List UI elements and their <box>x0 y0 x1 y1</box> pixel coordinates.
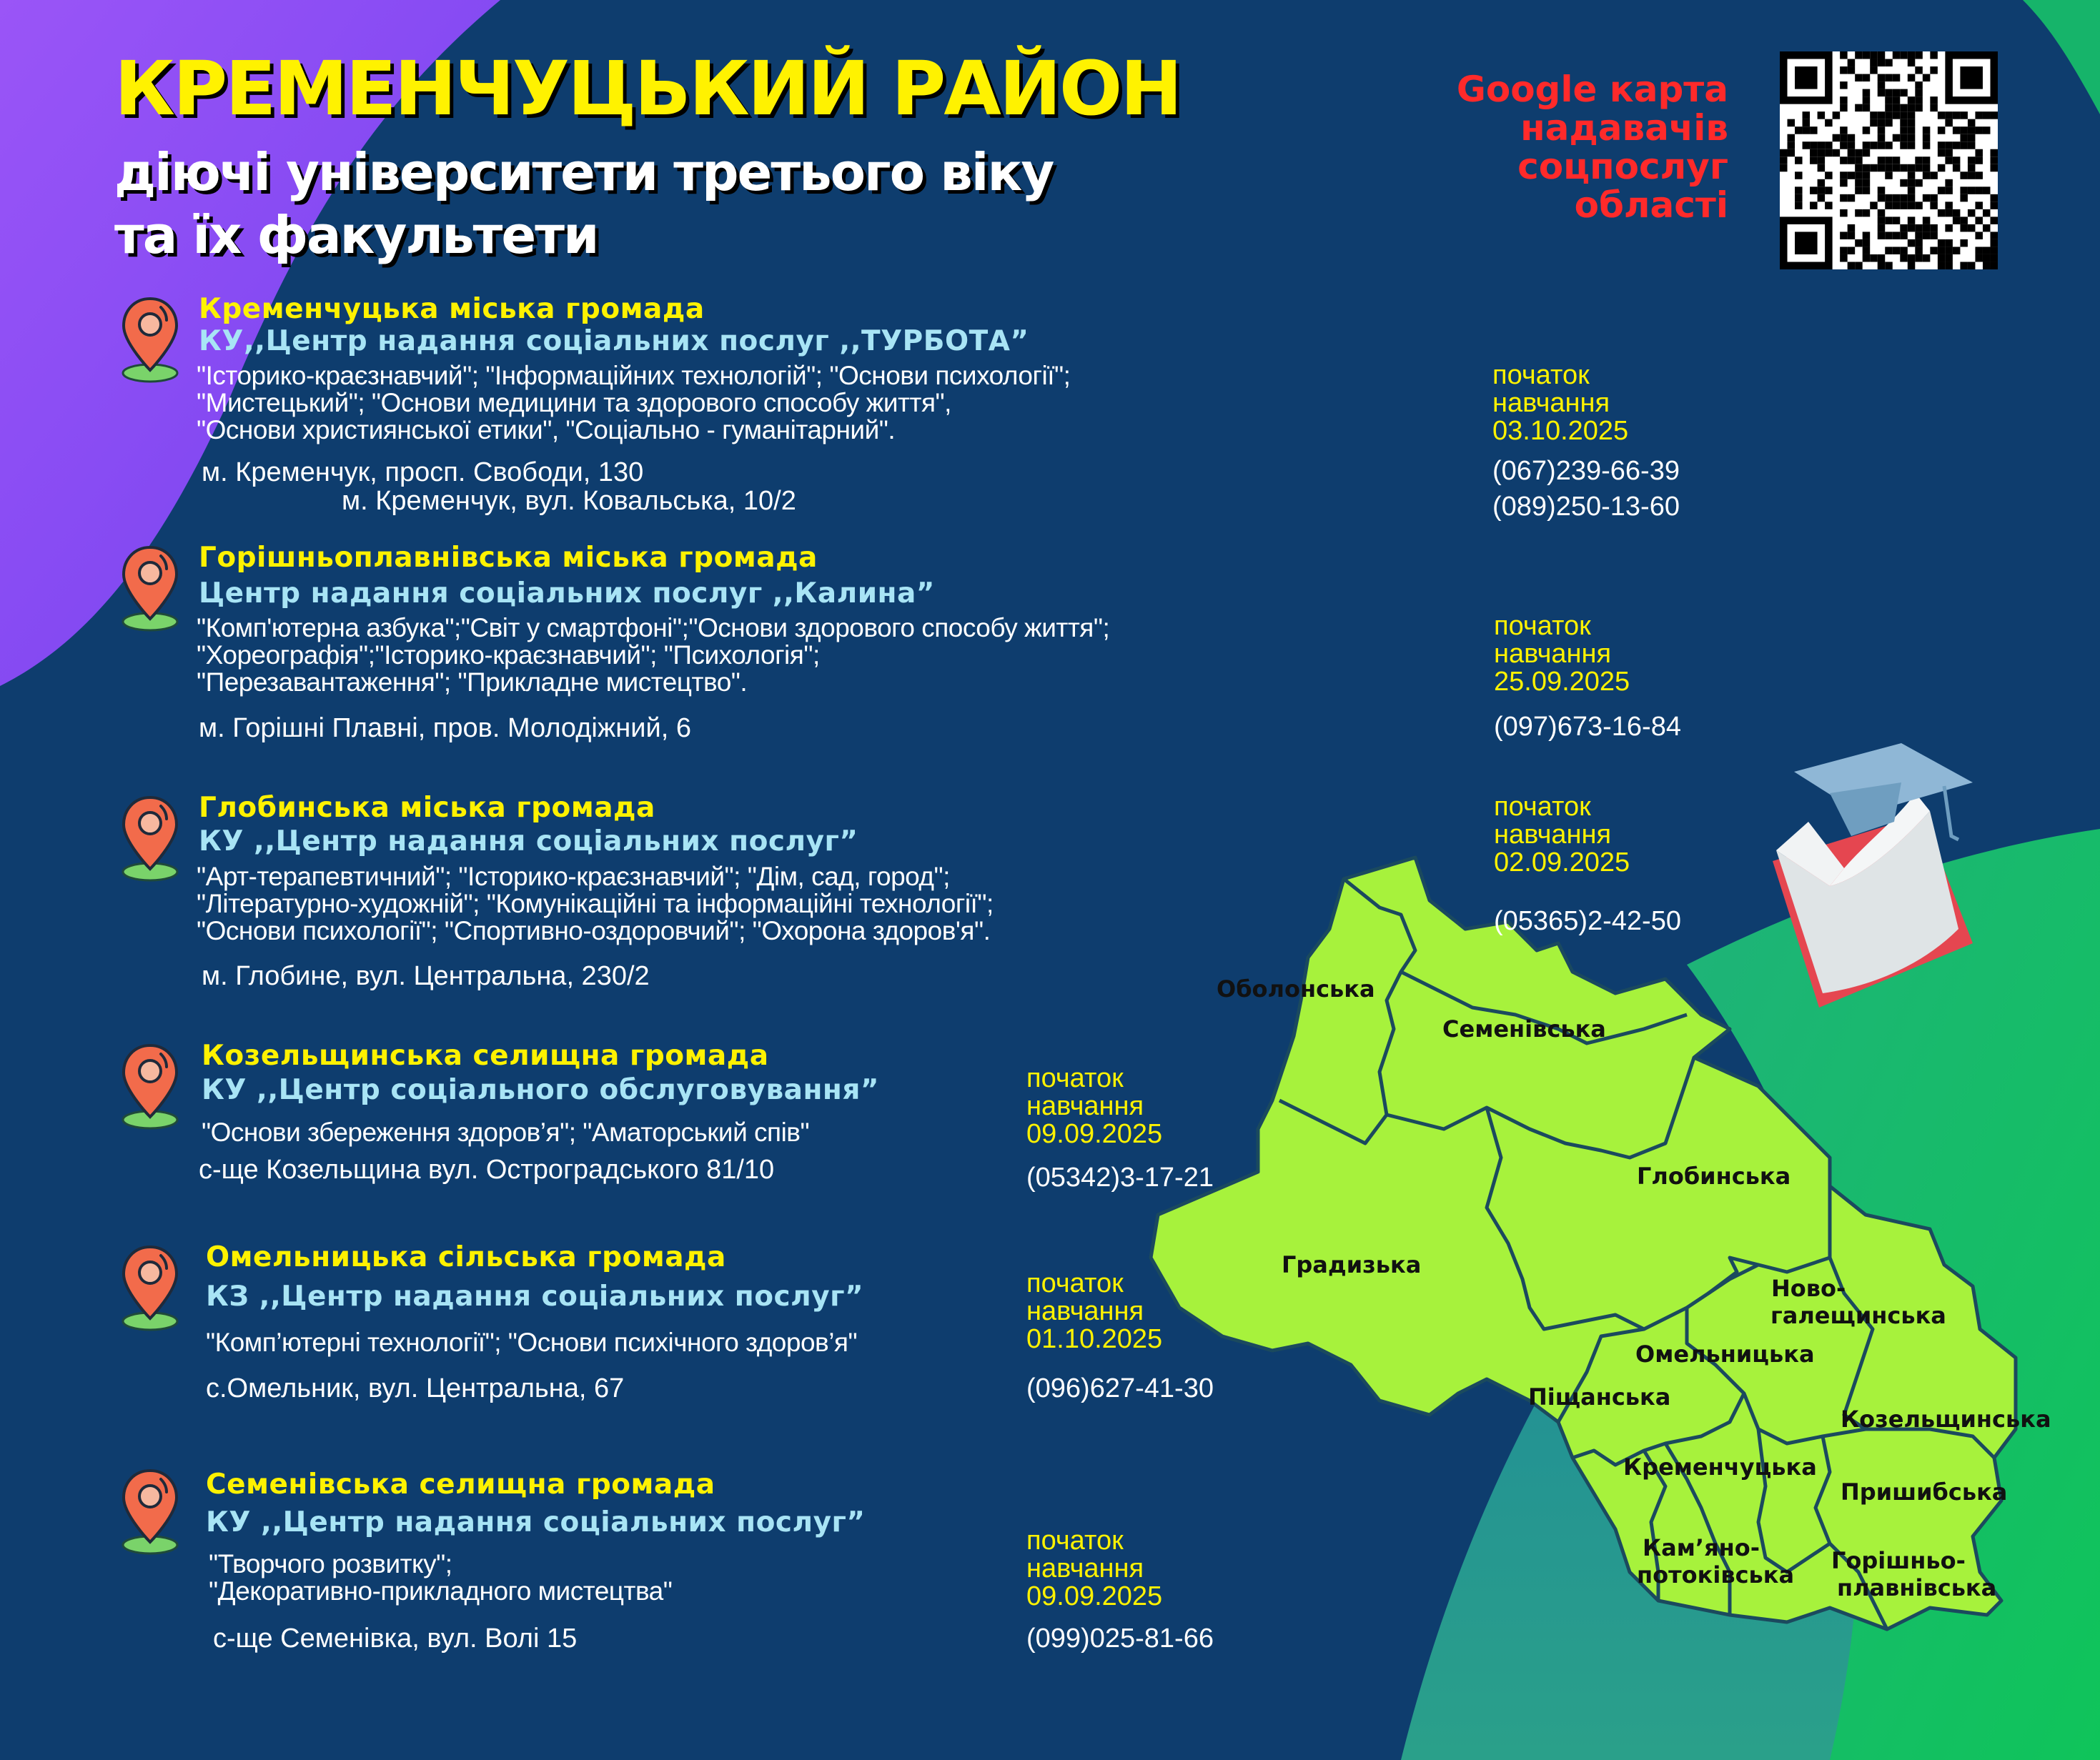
faculty-line: "Основи християнської етики", "Соціально - гуманітарний". <box>197 415 896 444</box>
community-name: Кременчуцька міська громада <box>199 293 705 325</box>
faculty-line: "Хореографія";"Історико-краєзнавчий"; "Психологія"; <box>197 640 820 670</box>
faculty-line: "Основи збереження здоров’я"; "Аматорський спів" <box>202 1118 810 1147</box>
map-label-semenivska: Семенівська <box>1442 1015 1606 1043</box>
page-title: КРЕМЕНЧУЦЬКИЙ РАЙОН <box>114 45 1181 132</box>
phone-number[interactable]: (05365)2-42-50 <box>1494 906 1681 936</box>
map-label-obolonska: Оболонська <box>1217 975 1375 1003</box>
start-date: 01.10.2025 <box>1026 1324 1163 1354</box>
faculty-line: "Мистецький"; "Основи медицини та здорового способу життя", <box>197 388 951 417</box>
community-name: Горішньоплавнівська міська громада <box>199 542 818 574</box>
location-pin-icon <box>118 542 182 635</box>
phone-number[interactable]: (096)627-41-30 <box>1026 1373 1214 1403</box>
start-label: початок <box>1492 360 1590 390</box>
address: м. Кременчук, просп. Свободи, 130 <box>202 457 644 487</box>
map-label-pryshybska: Пришибська <box>1841 1478 2008 1506</box>
google-link-line1: Google карта <box>1456 69 1728 110</box>
start-info <box>1494 793 1630 877</box>
phone-number[interactable]: (099)025-81-66 <box>1026 1624 1214 1654</box>
map-label-kamyano-2: потоківська <box>1637 1561 1795 1589</box>
map-label-kremenchutska: Кременчуцька <box>1623 1453 1817 1481</box>
organization-name: КУ ,,Центр соціального обслуговування” <box>202 1074 880 1106</box>
faculties-list <box>202 1119 809 1146</box>
organization-name: Центр надання соціальних послуг ,,Калина” <box>199 577 935 610</box>
map-label-horishno-1: Горішньо- <box>1831 1547 1966 1574</box>
start-label: навчання <box>1026 1296 1144 1326</box>
start-label: навчання <box>1494 820 1612 850</box>
google-map-link[interactable] <box>1428 70 1728 224</box>
start-info <box>1492 362 1628 445</box>
map-label-novohalesh-1: Ново- <box>1771 1275 1846 1302</box>
start-date: 03.10.2025 <box>1492 416 1629 446</box>
address: м. Горішні Плавні, пров. Молодіжний, 6 <box>199 713 691 743</box>
page-subtitle-line1: діючі університети третього віку <box>114 142 1054 202</box>
start-date: 09.09.2025 <box>1026 1119 1163 1149</box>
map-label-horishno-2: плавнівська <box>1837 1574 1997 1601</box>
page-subtitle-line2: та їх факультети <box>114 205 598 265</box>
community-name: Омельницька сільська громада <box>206 1241 726 1273</box>
faculty-line: "Основи психології"; "Спортивно-оздоровчий"; "Охорона здоров'я". <box>197 916 991 945</box>
start-label: початок <box>1026 1268 1124 1298</box>
map-label-hradyzka: Градизька <box>1282 1251 1422 1278</box>
organization-name: КУ,,Центр надання соціальних послуг ,,ТУРБОТА” <box>199 325 1029 357</box>
faculty-line: "Арт-терапевтичний"; "Історико-краєзнавчий"; "Дім, сад, город"; <box>197 862 950 891</box>
start-label: навчання <box>1026 1091 1144 1121</box>
faculty-line: "Творчого розвитку"; <box>209 1549 452 1578</box>
faculties-list <box>197 863 994 945</box>
faculty-line: "Історико-краєзнавчий"; "Інформаційних технологій"; "Основи психології"; <box>197 361 1071 390</box>
phone-number[interactable]: (089)250-13-60 <box>1492 492 1680 522</box>
location-pin-icon <box>118 1040 182 1133</box>
start-label: початок <box>1494 611 1591 641</box>
map-label-novohalesh-2: галещинська <box>1770 1302 1946 1329</box>
map-label-kozelshchynska: Козельщинська <box>1841 1406 2051 1433</box>
qr-code-icon <box>1780 51 1998 269</box>
start-date: 25.09.2025 <box>1494 667 1630 697</box>
start-label: початок <box>1494 792 1591 822</box>
faculties-list <box>206 1329 857 1356</box>
faculties-list <box>197 362 1070 444</box>
community-name: Козельщинська селищна громада <box>202 1040 769 1072</box>
location-pin-icon <box>118 293 182 386</box>
location-pin-icon <box>118 1465 182 1558</box>
organization-name: КУ ,,Центр надання соціальних послуг” <box>206 1506 866 1538</box>
start-info <box>1494 612 1630 696</box>
start-info <box>1026 1527 1162 1611</box>
address: с-ще Козельщина вул. Остроградського 81/10 <box>199 1155 775 1185</box>
start-info <box>1026 1065 1162 1148</box>
start-label: початок <box>1026 1063 1124 1093</box>
phone-number[interactable]: (097)673-16-84 <box>1494 712 1681 742</box>
google-link-line3: соцпослуг <box>1517 146 1728 187</box>
google-link-line4: області <box>1574 184 1728 226</box>
phone-number[interactable]: (05342)3-17-21 <box>1026 1163 1214 1193</box>
address: с.Омельник, вул. Центральна, 67 <box>206 1373 625 1403</box>
faculty-line: "Декоративно-прикладного мистецтва" <box>209 1576 673 1606</box>
location-pin-icon <box>118 1241 182 1334</box>
faculty-line: "Літературно-художній"; "Комунікаційні та інформаційні технології"; <box>197 889 994 918</box>
qr-code[interactable] <box>1780 51 1998 269</box>
map-label-kamyano-1: Кам’яно- <box>1643 1534 1760 1561</box>
faculty-line: "Перезавантаження"; "Прикладне мистецтво". <box>197 667 748 697</box>
start-date: 02.09.2025 <box>1494 847 1630 877</box>
faculty-line: "Комп’ютерні технології"; "Основи психічного здоров’я" <box>206 1328 858 1357</box>
address: с-ще Семенівка, вул. Волі 15 <box>213 1624 578 1654</box>
phone-number[interactable]: (067)239-66-39 <box>1492 456 1680 486</box>
faculty-line: "Комп'ютерна азбука";"Світ у смартфоні";"Основи здорового способу життя"; <box>197 613 1110 642</box>
map-label-omelnytska: Омельницька <box>1635 1341 1815 1368</box>
address: м. Кременчук, вул. Ковальська, 10/2 <box>342 486 796 516</box>
start-info <box>1026 1270 1162 1353</box>
community-name: Глобинська міська громада <box>199 792 655 824</box>
faculties-list <box>209 1551 672 1605</box>
address: м. Глобине, вул. Центральна, 230/2 <box>202 961 650 991</box>
start-label: навчання <box>1492 388 1610 418</box>
organization-name: КУ ,,Центр надання соціальних послуг” <box>199 825 858 857</box>
organization-name: КЗ ,,Центр надання соціальних послуг” <box>206 1281 864 1313</box>
start-label: навчання <box>1494 639 1612 669</box>
faculties-list <box>197 615 1109 696</box>
map-label-globynska: Глобинська <box>1637 1163 1791 1190</box>
google-link-line2: надавачів <box>1520 107 1728 149</box>
start-label: навчання <box>1026 1553 1144 1583</box>
map-label-pishchanska: Піщанська <box>1528 1383 1671 1411</box>
community-name: Семенівська селищна громада <box>206 1468 715 1501</box>
start-label: початок <box>1026 1526 1124 1556</box>
start-date: 09.09.2025 <box>1026 1581 1163 1611</box>
location-pin-icon <box>118 792 182 885</box>
